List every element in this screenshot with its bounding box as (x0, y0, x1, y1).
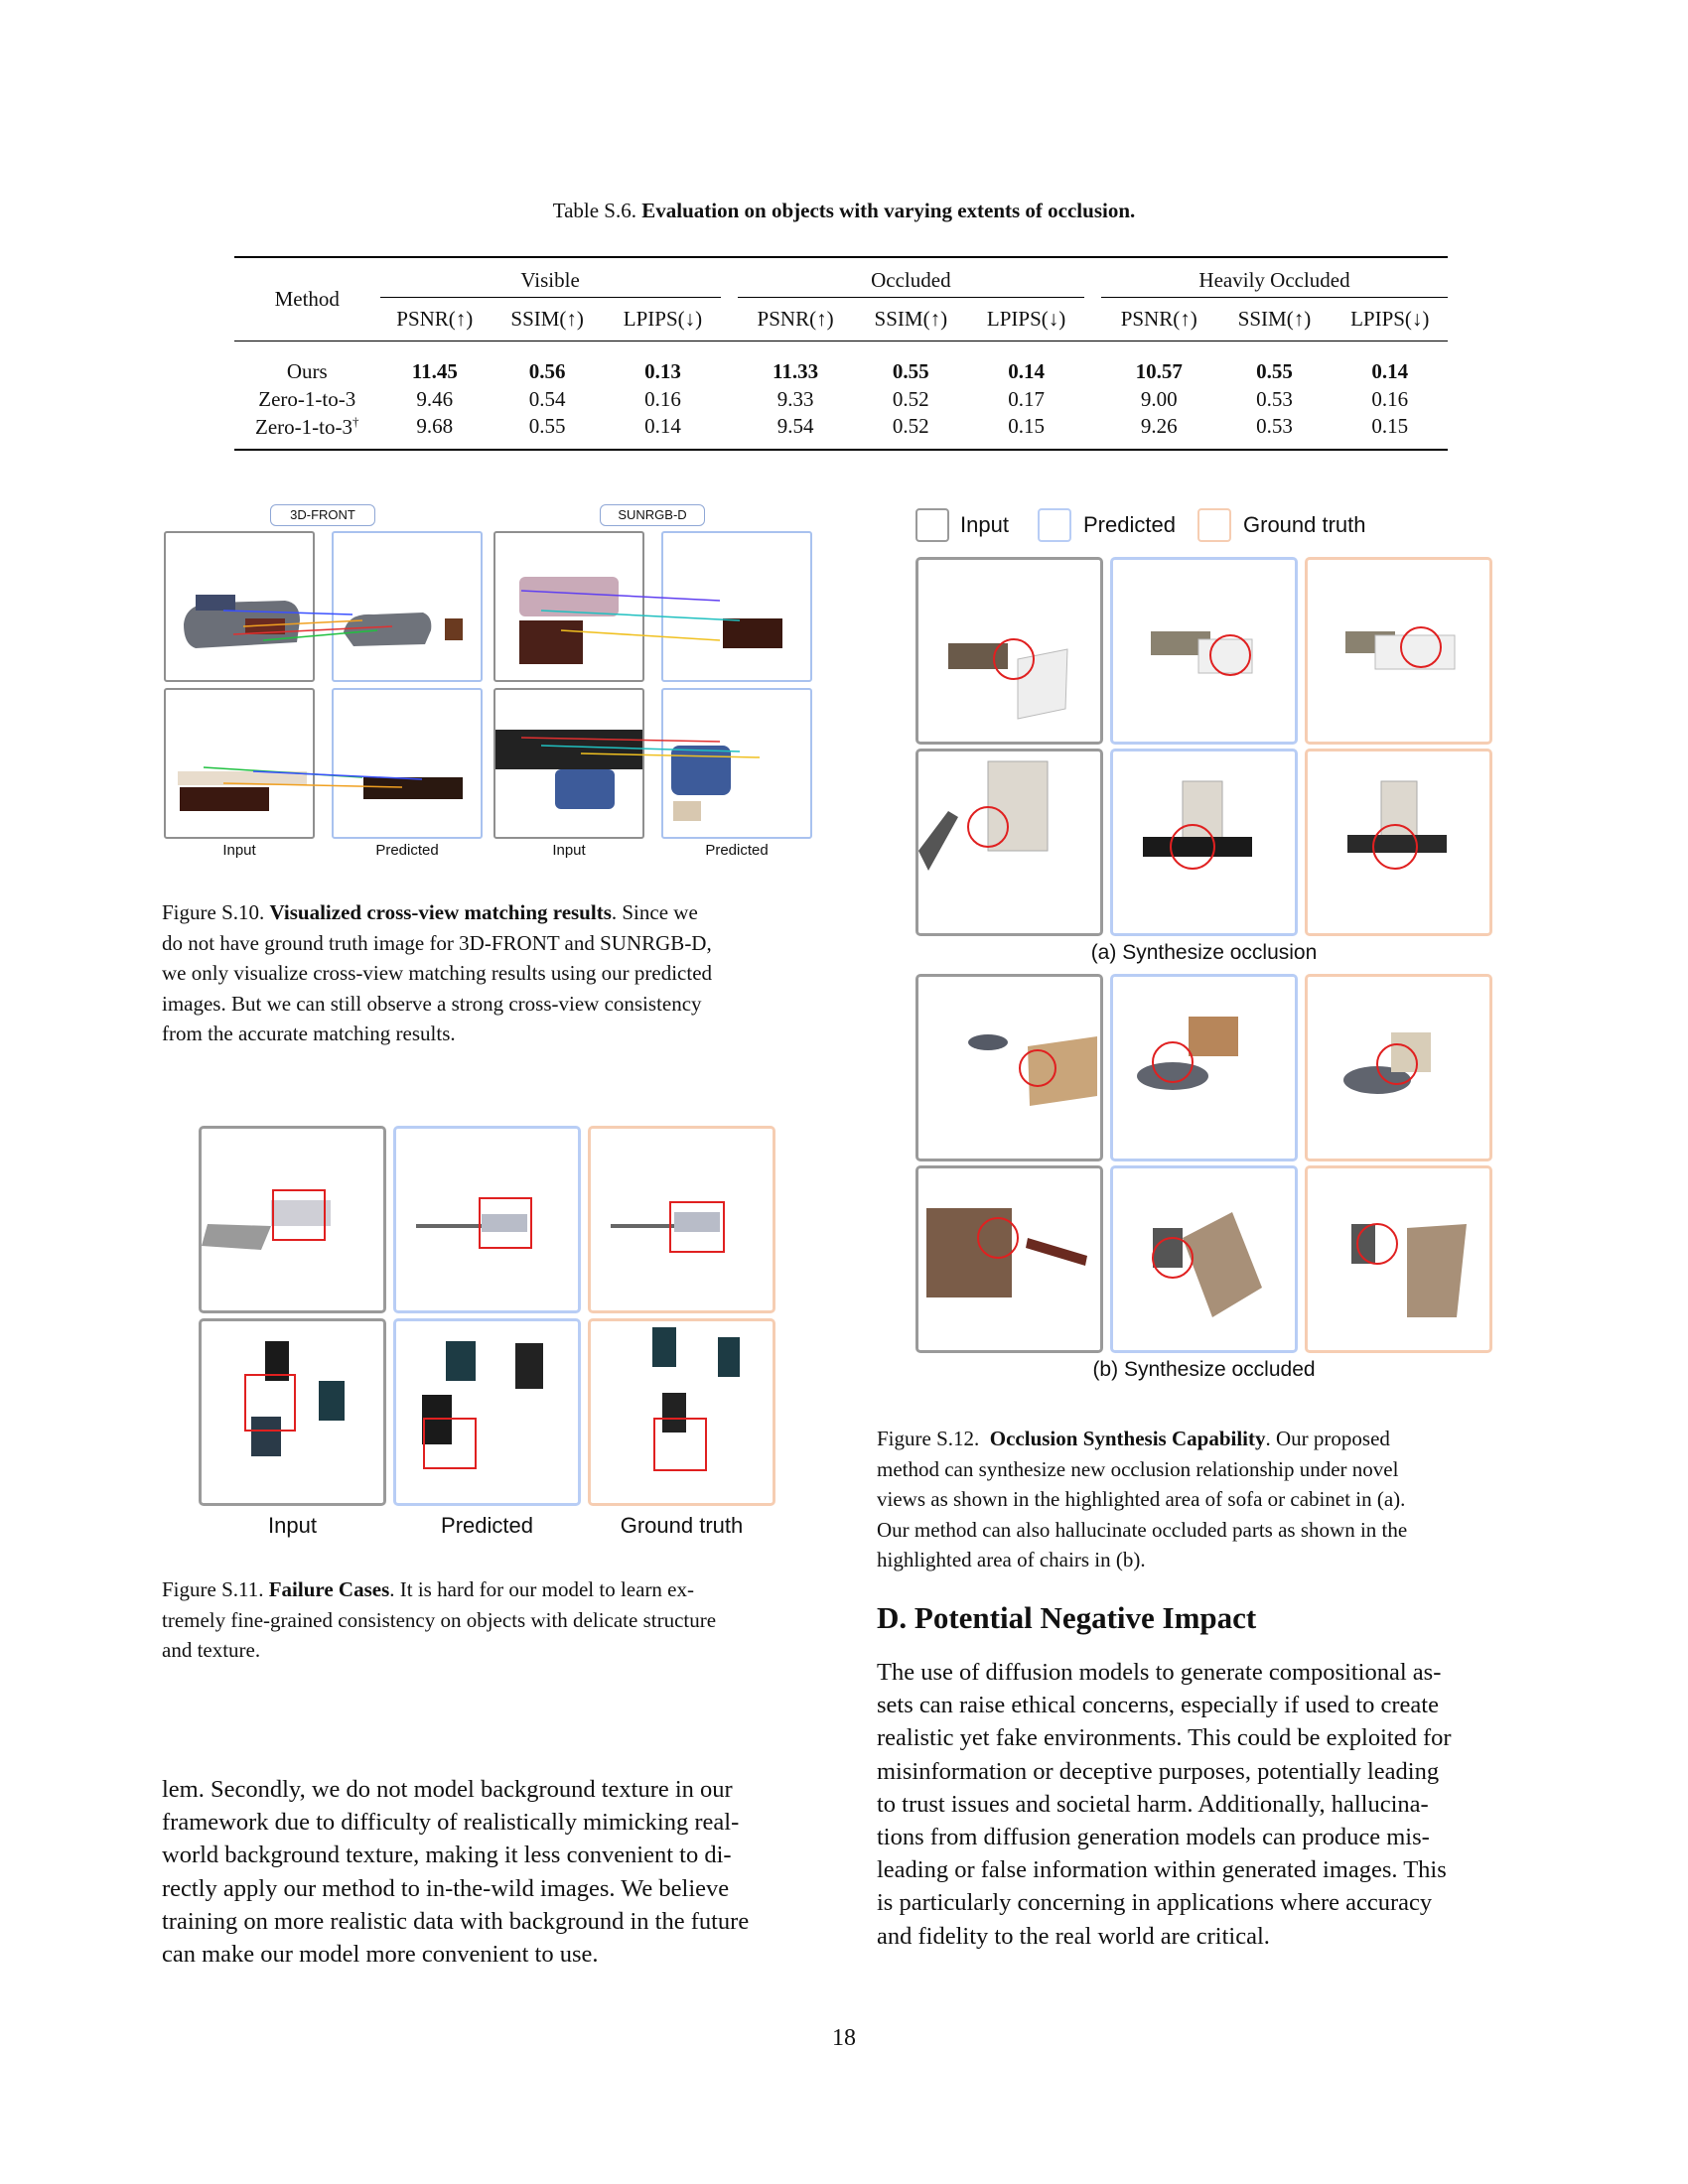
sofa-cabinet-image (918, 560, 1100, 742)
chairs-image (202, 1321, 383, 1503)
legend-input-swatch (915, 508, 949, 542)
legend-gt-label: Ground truth (1243, 512, 1366, 537)
fig12-predicted-panel (1110, 1165, 1298, 1353)
fig12-input-panel (915, 974, 1103, 1161)
chairs-image (396, 1321, 578, 1503)
wardrobe-scene-image (1113, 751, 1295, 933)
cell: 0.52 (892, 414, 929, 438)
fig11-label-predicted: Predicted (441, 1513, 533, 1538)
cell: 9.33 (776, 386, 814, 411)
figure-s10-caption (162, 897, 812, 1049)
cell: 0.53 (1256, 386, 1293, 411)
row-method (234, 414, 380, 450)
cell: 0.15 (1008, 414, 1045, 438)
caption-prefix: Figure S.11. (162, 1577, 264, 1601)
body-line: framework due to difficulty of realistically mimicking real- (162, 1809, 740, 1837)
group-header-occluded: Occluded (738, 257, 1084, 297)
caption-line: from the accurate matching results. (162, 1022, 456, 1045)
legend-predicted-swatch (1038, 508, 1071, 542)
legend-gt-swatch (1197, 508, 1231, 542)
table-caption-title: Evaluation on objects with varying extents of occlusion. (641, 199, 1136, 222)
caption-text: . It is hard for our model to learn ex- (389, 1577, 695, 1601)
metric-header: PSNR(↑) (396, 306, 474, 331)
cell: 0.16 (1371, 386, 1409, 411)
caption-line: images. But we can still observe a strong cross-view consistency (162, 991, 702, 1016)
metric-header: LPIPS(↓) (623, 306, 703, 331)
chair-table-image (1308, 977, 1489, 1159)
fig12-subcaption-b: (b) Synthesize occluded (1092, 1358, 1316, 1381)
cabinet-chair-image (918, 1168, 1100, 1350)
table-sofa-image (591, 1129, 773, 1310)
body-line: sets can raise ethical concerns, especially if used to create (877, 1692, 1439, 1719)
fig10-label-predicted: Predicted (705, 842, 769, 859)
wardrobe-scene-image (918, 751, 1100, 933)
cell: 0.16 (644, 386, 681, 411)
cell: 9.26 (1140, 414, 1178, 438)
cell: 0.53 (1256, 414, 1293, 438)
caption-line: views as shown in the highlighted area of sofa or cabinet in (a). (877, 1487, 1406, 1511)
row-method: Zero-1-to-3 (258, 386, 356, 411)
table-row (234, 341, 1448, 384)
metric-header: SSIM(↑) (1237, 306, 1312, 331)
fig11-input-panel (199, 1126, 386, 1313)
cabinet-chair-image (1113, 1168, 1295, 1350)
caption-line: tremely fine-grained consistency on objects with delicate structure (162, 1607, 717, 1632)
body-line: lem. Secondly, we do not model background texture in our (162, 1776, 733, 1803)
fig11-input-panel (199, 1318, 386, 1506)
body-line: realistic yet fake environments. This could be exploited for (877, 1724, 1452, 1752)
legend-predicted-label: Predicted (1083, 512, 1176, 537)
caption-title: Occlusion Synthesis Capability (989, 1427, 1266, 1450)
fig12-gt-panel (1305, 557, 1492, 745)
cell: 9.68 (416, 414, 454, 438)
caption-line: highlighted area of chairs in (b). (877, 1548, 1146, 1571)
cabinet-chair-image (1308, 1168, 1489, 1350)
cell: 0.55 (892, 359, 929, 383)
cell: 10.57 (1135, 359, 1183, 383)
fig11-predicted-panel (393, 1318, 581, 1506)
fig12-subcaption-a: (a) Synthesize occlusion (1090, 941, 1318, 964)
cell: 9.46 (416, 386, 454, 411)
cell: 9.00 (1140, 386, 1178, 411)
table-sofa-image (202, 1129, 383, 1310)
cell: 9.54 (776, 414, 814, 438)
method-header: Method (234, 257, 380, 341)
group-header-visible: Visible (380, 257, 721, 297)
table-caption-prefix: Table S.6. (552, 199, 636, 222)
fig12-predicted-panel (1110, 749, 1298, 936)
fig12-input-panel (915, 1165, 1103, 1353)
cell: 0.17 (1008, 386, 1045, 411)
dataset-tag-3dfront: 3D-FRONT (270, 504, 375, 526)
body-line: training on more realistic data with background in the future (162, 1907, 750, 1935)
metric-header: SSIM(↑) (510, 306, 584, 331)
sofa-cabinet-image (1308, 560, 1489, 742)
metric-header: SSIM(↑) (874, 306, 948, 331)
section-heading: D. Potential Negative Impact (877, 1600, 1257, 1635)
cell: 0.15 (1371, 414, 1409, 438)
metric-header: PSNR(↑) (1120, 306, 1197, 331)
caption-line: Our method can also hallucinate occluded parts as shown in the (877, 1517, 1408, 1542)
section-d-paragraph (877, 1656, 1530, 1953)
results-table (234, 256, 1448, 451)
metric-header: LPIPS(↓) (1350, 306, 1430, 331)
body-line: The use of diffusion models to generate compositional as- (877, 1659, 1442, 1686)
chairs-image (591, 1321, 773, 1503)
group-header-heavily-occluded: Heavily Occluded (1101, 257, 1448, 297)
body-line: tions from diffusion generation models can produce mis- (877, 1824, 1430, 1851)
cell: 0.54 (528, 386, 566, 411)
fig12-predicted-panel (1110, 557, 1298, 745)
fig10-label-input: Input (552, 842, 586, 859)
fig11-label-ground-truth: Ground truth (620, 1513, 744, 1538)
cell: 0.55 (528, 414, 566, 438)
caption-line: we only visualize cross-view matching results using our predicted (162, 961, 713, 985)
cell: 0.14 (1371, 359, 1409, 383)
figure-s12-caption (877, 1424, 1530, 1575)
caption-title: Visualized cross-view matching results (269, 900, 612, 924)
cell: 0.13 (644, 359, 681, 383)
body-line: rectly apply our method to in-the-wild images. We believe (162, 1874, 730, 1902)
fig11-predicted-panel (393, 1126, 581, 1313)
table-caption (0, 199, 1688, 223)
body-line: world background texture, making it less convenient to di- (162, 1842, 732, 1869)
cell: 11.45 (411, 359, 458, 383)
wardrobe-scene-image (1308, 751, 1489, 933)
chair-table-image (918, 977, 1100, 1159)
caption-text: . Our proposed (1265, 1427, 1390, 1450)
dataset-tag-sunrgbd: SUNRGB-D (600, 504, 705, 526)
body-line: can make our model more convenient to use. (162, 1941, 599, 1969)
cell: 0.52 (892, 386, 929, 411)
caption-title: Failure Cases (268, 1577, 390, 1601)
fig12-gt-panel (1305, 1165, 1492, 1353)
table-row (234, 384, 1448, 414)
caption-prefix: Figure S.12. (877, 1427, 980, 1450)
legend-input-label: Input (960, 512, 1009, 537)
table-sofa-image (396, 1129, 578, 1310)
body-line: and fidelity to the real world are critical. (877, 1922, 1270, 1950)
dagger-mark: † (352, 414, 359, 429)
table-row (234, 414, 1448, 450)
page-number: 18 (832, 2025, 856, 2051)
metric-header: PSNR(↑) (757, 306, 834, 331)
fig11-gt-panel (588, 1126, 775, 1313)
metric-header: LPIPS(↓) (986, 306, 1066, 331)
body-line: misinformation or deceptive purposes, potentially leading (877, 1757, 1440, 1785)
caption-line: method can synthesize new occlusion relationship under novel (877, 1456, 1399, 1481)
fig10-label-input: Input (222, 842, 256, 859)
row-method: Ours (286, 359, 328, 383)
left-body-paragraph (162, 1773, 812, 1971)
fig12-gt-panel (1305, 974, 1492, 1161)
figure-s11-caption (162, 1574, 812, 1666)
fig12-gt-panel (1305, 749, 1492, 936)
cell: 0.14 (1008, 359, 1045, 383)
caption-prefix: Figure S.10. (162, 900, 265, 924)
caption-line: and texture. (162, 1638, 261, 1662)
fig10-label-predicted: Predicted (375, 842, 439, 859)
caption-line: do not have ground truth image for 3D-FRONT and SUNRGB-D, (162, 930, 712, 955)
fig11-label-input: Input (268, 1513, 317, 1538)
body-line: to trust issues and societal harm. Additionally, hallucina- (877, 1790, 1429, 1818)
caption-text: . Since we (611, 900, 698, 924)
body-line: leading or false information within generated images. This (877, 1856, 1447, 1884)
fig12-input-panel (915, 557, 1103, 745)
sofa-cabinet-image (1113, 560, 1295, 742)
cell: 0.55 (1256, 359, 1293, 383)
fig12-input-panel (915, 749, 1103, 936)
fig12-predicted-panel (1110, 974, 1298, 1161)
chair-table-image (1113, 977, 1295, 1159)
cell: 11.33 (773, 359, 819, 383)
fig11-gt-panel (588, 1318, 775, 1506)
cell: 0.56 (528, 359, 566, 383)
match-lines (164, 531, 812, 682)
body-line: is particularly concerning in applications where accuracy (877, 1889, 1433, 1917)
match-lines (164, 688, 812, 839)
row-method-label: Zero-1-to-3 (255, 415, 352, 439)
cell: 0.14 (644, 414, 681, 438)
